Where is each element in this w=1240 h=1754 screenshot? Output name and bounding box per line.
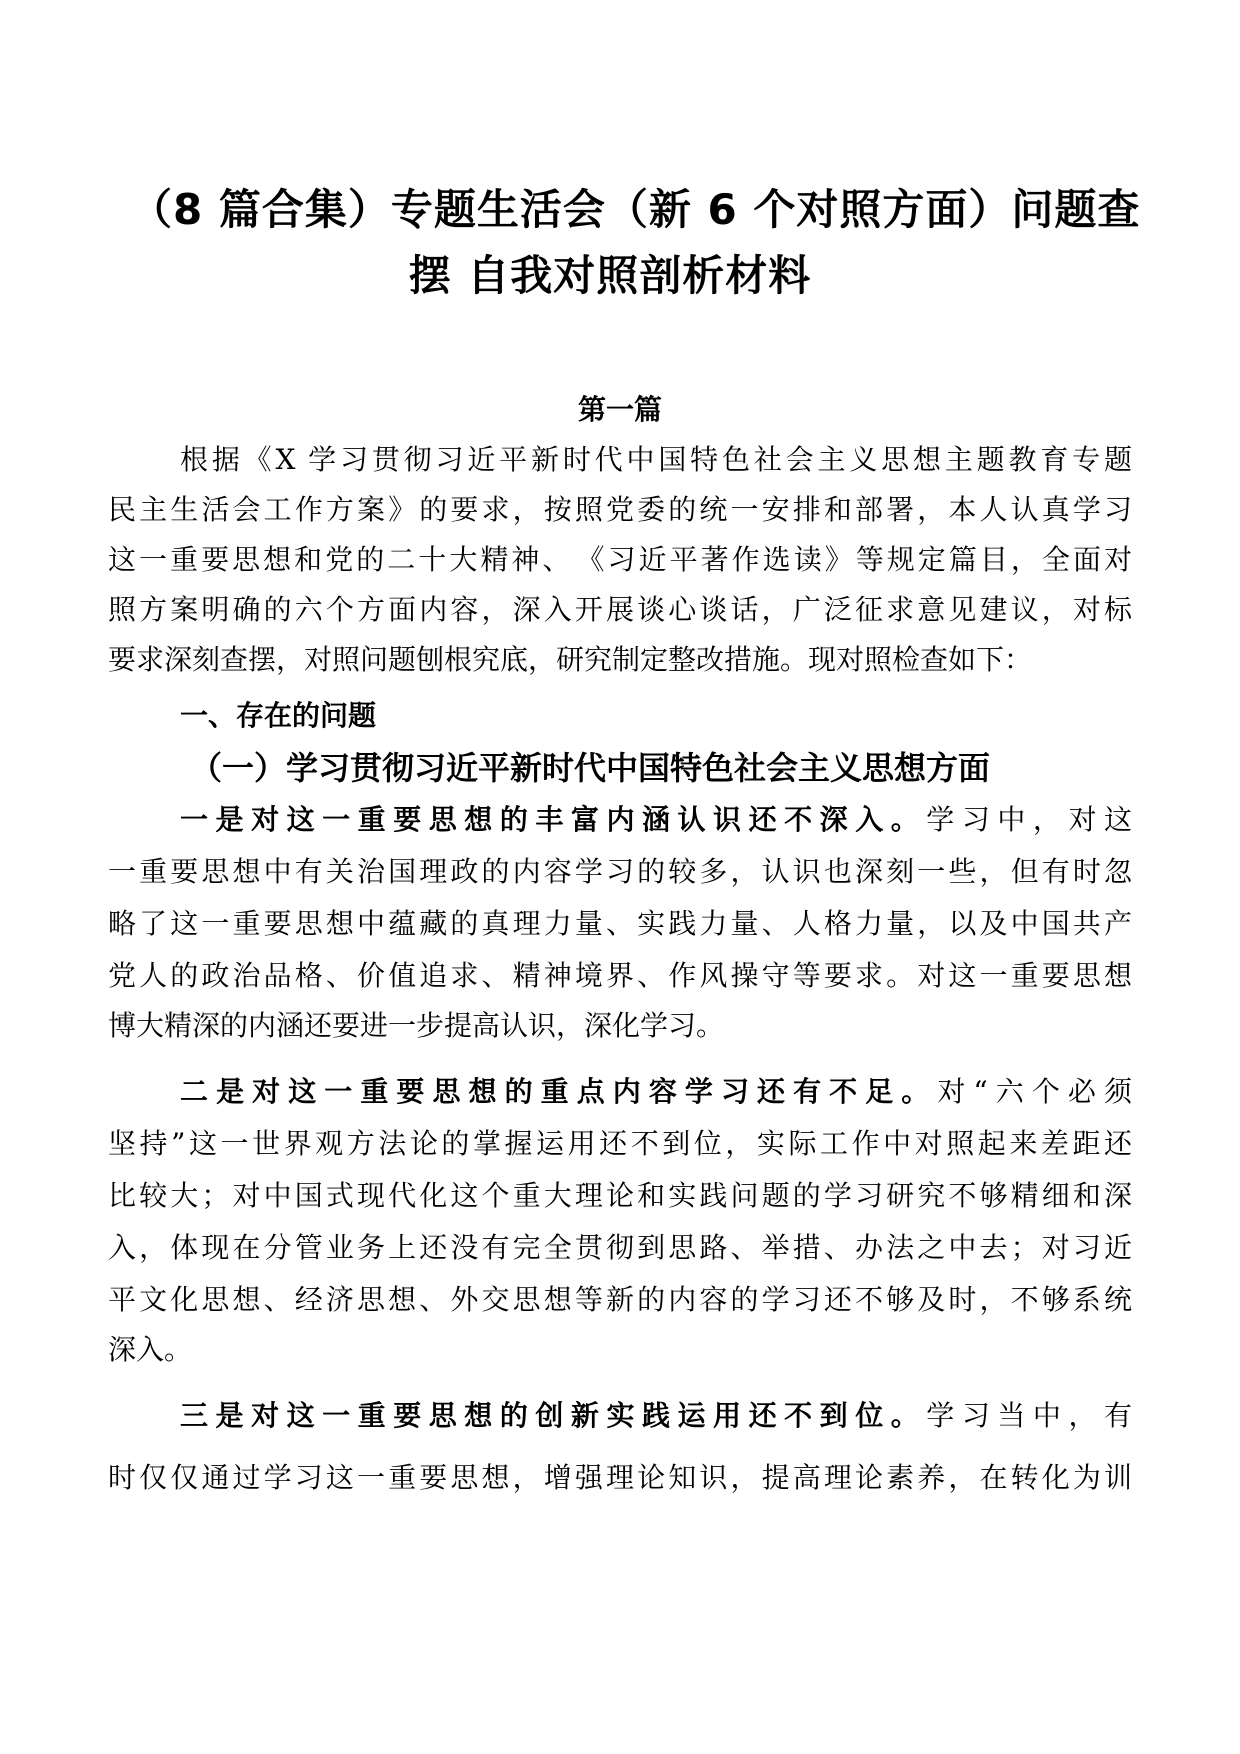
point2-lead: 二是对这一重要思想的重点内容学习还有不足。 [180,1075,938,1108]
intro-line-4: 照方案明确的六个方面内容，深入开展谈心谈话，广泛征求意见建议，对标 [108,593,1132,626]
point1-line-2: 一重要思想中有关治国理政的内容学习的较多，认识也深刻一些，但有时忽 [108,855,1132,888]
point1-first-rest: 学习中，对这 [926,803,1132,836]
point3-first-rest: 学习当中，有 [926,1399,1132,1432]
document-title-line-2: 摆 自我对照剖析材料 [408,251,812,300]
point1-first-line [180,800,1132,840]
point2-line-6: 深入。 [108,1333,193,1366]
point2-line-3: 比较大；对中国式现代化这个重大理论和实践问题的学习研究不够精细和深 [108,1179,1132,1212]
intro-line-3: 这一重要思想和党的二十大精神、 《习近平著作选读》等规定篇目，全面对 [108,543,1132,576]
point3-line-2: 时仅仅通过学习这一重要思想，增强理论知识，提高理论素养，在转化为训 [108,1461,1132,1494]
point1-line-4: 党人的政治品格、价值追求、精神境界、作风操守等要求。对这一重要思想 [108,959,1132,992]
point1-lead: 一是对这一重要思想的丰富内涵认识还不深入。 [180,803,927,836]
subsection-heading: （一）学习贯彻习近平新时代中国特色社会主义思想方面 [190,749,991,787]
section-heading: 第一篇 [577,393,662,426]
point1-line-3: 略了这一重要思想中蕴藏的真理力量、实践力量、人格力量，以及中国共产 [108,907,1132,940]
point2-line-2: 坚持”这一世界观方法论的掌握运用还不到位，实际工作中对照起来差距还 [108,1127,1132,1160]
point2-line-5: 平文化思想、经济思想、外交思想等新的内容的学习还不够及时，不够系统 [108,1283,1132,1316]
point2-first-line [180,1072,1132,1112]
document-title-line-1: （8 篇合集）专题生活会（新 6 个对照方面）问题查 [130,185,1141,234]
intro-line-5: 要求深刻查摆，对照问题刨根究底，研究制定整改措施。现对照检查如下： [108,643,1033,676]
point1-line-5: 博大精深的内涵还要进一步提高认识，深化学习。 [108,1009,725,1042]
intro-line-1: 根据《X 学习贯彻习近平新时代中国特色社会主义思想主题教育专题 [180,443,1132,476]
point2-first-rest: 对“六个必须 [937,1075,1132,1108]
intro-line-2: 民主生活会工作方案》的要求，按照党委的统一安排和部署，本人认真学习 [108,493,1132,526]
point2-line-4: 入，体现在分管业务上还没有完全贯彻到思路、举措、办法之中去；对习近 [108,1231,1132,1264]
point3-first-line [180,1396,1132,1436]
part-heading: 一、存在的问题 [180,699,377,732]
point3-lead: 三是对这一重要思想的创新实践运用还不到位。 [180,1399,927,1432]
